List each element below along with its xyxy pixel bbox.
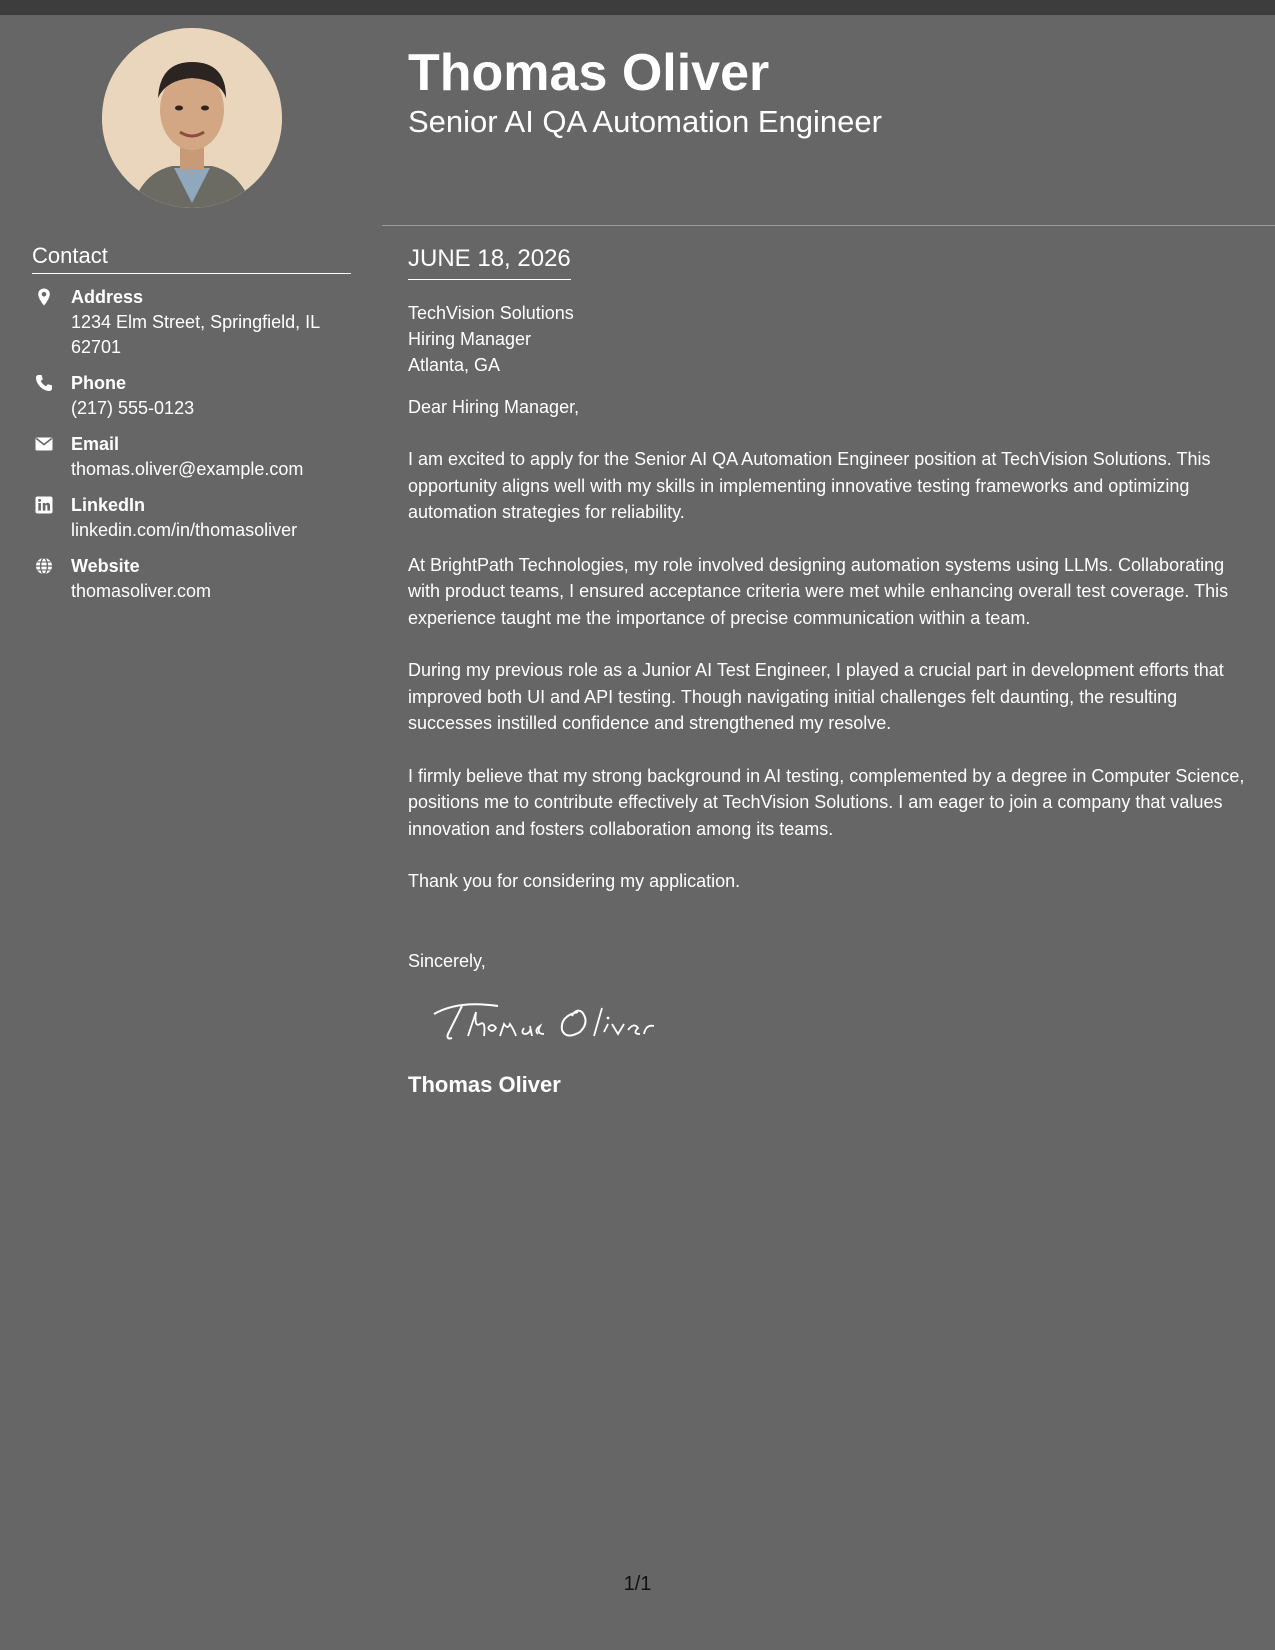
contact-list [32,285,352,615]
linkedin-icon [35,496,53,514]
paragraph: Thank you for considering my application. [408,871,741,891]
contact-label: LinkedIn [71,495,146,515]
contact-value: (217) 555-0123 [71,398,195,418]
contact-value: thomasoliver.com [71,581,212,601]
paragraph: I am excited to apply for the Senior AI QA Automation Engineer position at TechVision Solutions. This opportunity aligns well with my skills in implementing innovative testing frameworks and optimizing automation strategies for reliability. [408,449,1211,522]
envelope-icon [35,435,53,453]
top-bar [0,0,1275,15]
closing: Sincerely, [408,950,486,971]
header-divider [382,225,1275,226]
letter-body [408,243,1253,1100]
sidebar [0,15,382,1650]
letter-date: JUNE 18, 2026 [408,243,571,280]
contact-label: Email [71,434,120,454]
recipient-block [408,300,1253,378]
contact-value: thomas.oliver@example.com [71,459,304,479]
paragraph: During my previous role as a Junior AI Test Engineer, I played a crucial part in development efforts that improved both UI and API testing. Though navigating initial challenges felt daunting, the resulting successes instilled confidence and strengthened my resolve. [408,660,1224,733]
salutation: Dear Hiring Manager, [408,397,580,417]
paragraph: At BrightPath Technologies, my role involved designing automation systems using LLMs. Collaborating with product teams, I ensured acceptance criteria were met while enhancing overall test coverage. This experience taught me the importance of precise communication within a team. [408,554,1229,628]
map-pin-icon [35,288,53,306]
signature [428,988,668,1058]
phone-icon [35,374,53,392]
contact-email [32,432,352,482]
contact-heading: Contact [32,241,351,274]
recipient-company: TechVision Solutions [408,303,574,323]
profile-photo [102,28,282,208]
globe-icon [35,557,53,575]
contact-phone [32,371,352,421]
page-number: 1/1 [623,1573,652,1595]
contact-label: Website [71,556,140,576]
recipient-location: Atlanta, GA [408,355,501,375]
contact-website [32,554,352,604]
contact-linkedin [32,493,352,543]
contact-address [32,285,352,360]
applicant-name: Thomas Oliver [408,44,770,102]
contact-value: linkedin.com/in/thomasoliver [71,520,298,540]
recipient-title: Hiring Manager [408,329,532,349]
contact-value: 1234 Elm Street, Springfield, IL 62701 [71,312,320,357]
signed-name: Thomas Oliver [408,1071,561,1097]
contact-label: Phone [71,373,127,393]
job-title: Senior AI QA Automation Engineer [408,104,882,139]
paragraph: I firmly believe that my strong background in AI testing, complemented by a degree in Computer Science, positions me to contribute effectively at TechVision Solutions. I am eager to join a company that values innovation and fosters collaboration among its teams. [408,765,1245,839]
contact-label: Address [71,287,144,307]
